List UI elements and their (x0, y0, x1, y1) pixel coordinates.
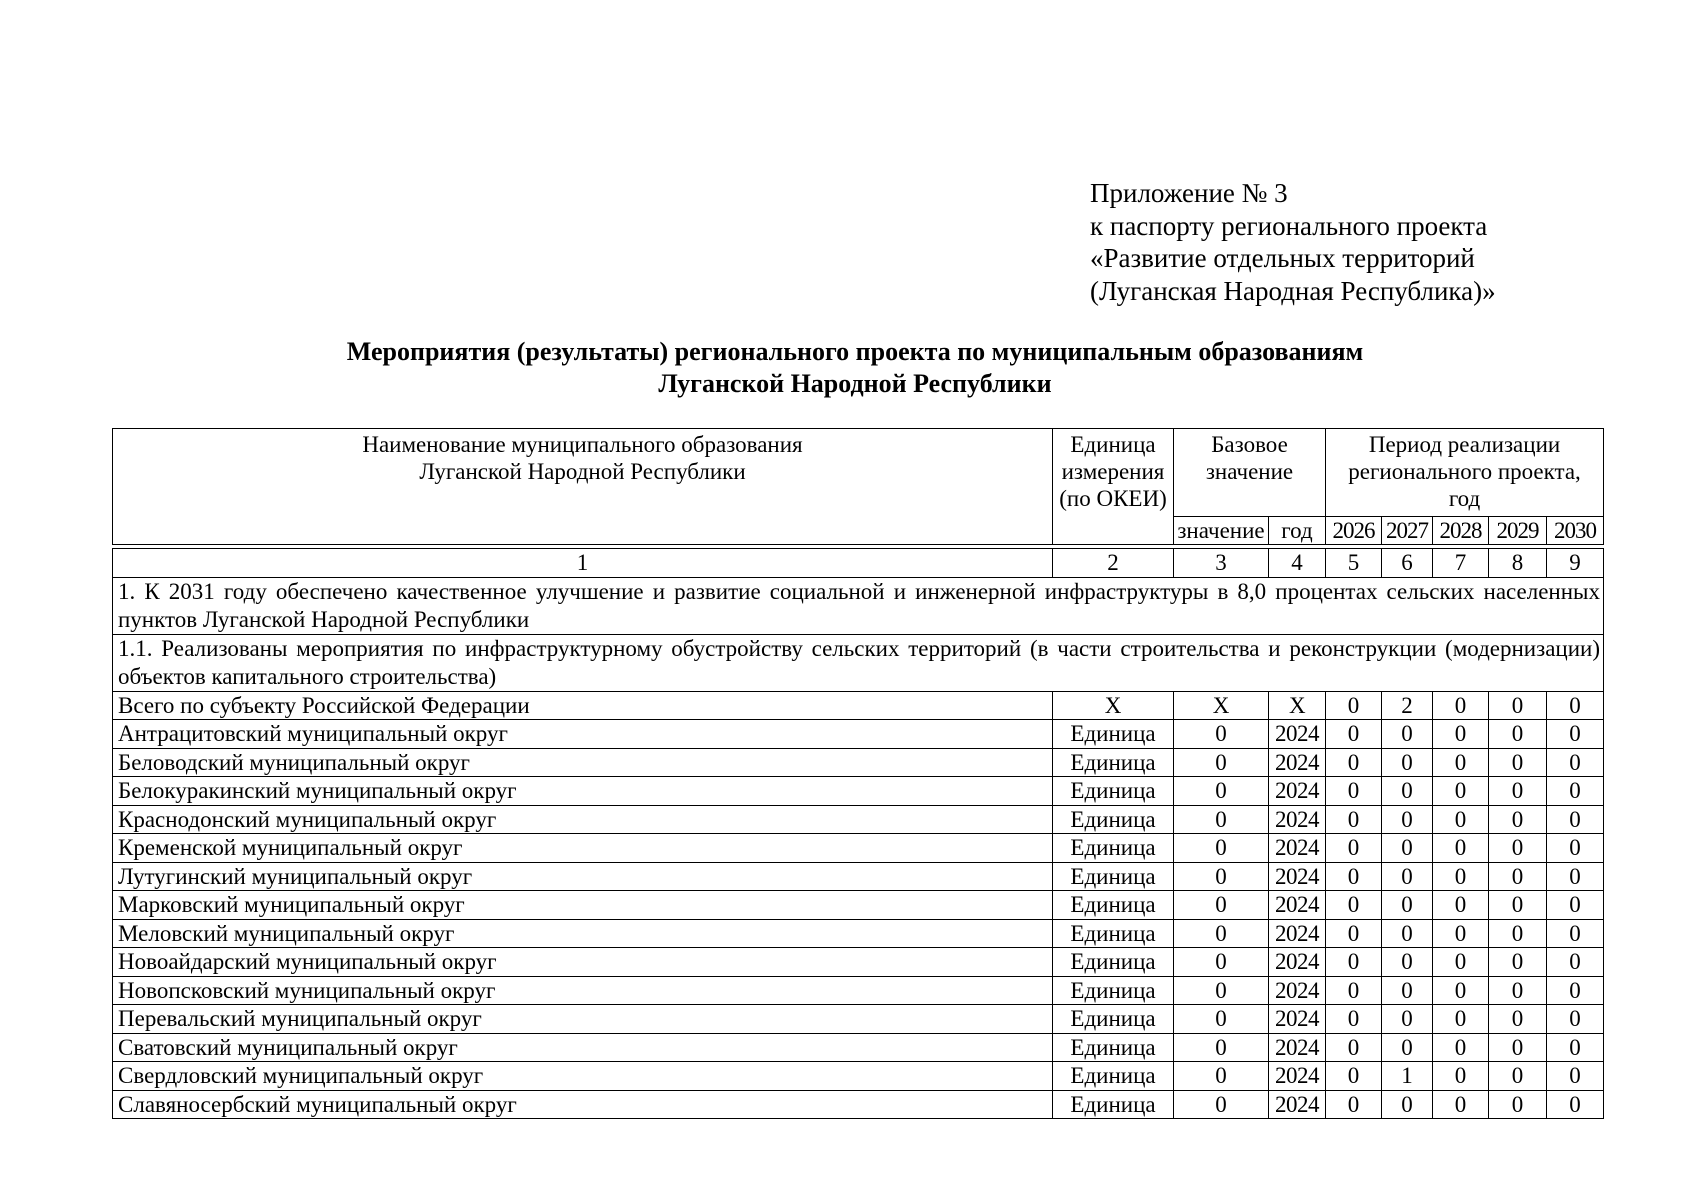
municipality-name: Кременской муниципальный округ (113, 834, 1053, 863)
municipality-name: Перевальский муниципальный округ (113, 1005, 1053, 1034)
value-2029: 0 (1489, 1062, 1547, 1091)
header-year-2029: 2029 (1489, 517, 1547, 545)
value-2026: 0 (1326, 891, 1382, 920)
value-2028: 0 (1433, 919, 1489, 948)
municipality-name: Новопсковский муниципальный округ (113, 976, 1053, 1005)
base-value-cell: 0 (1174, 834, 1269, 863)
unit-cell: Единица (1053, 1090, 1174, 1119)
value-2030: 0 (1547, 891, 1604, 920)
value-2026: 0 (1326, 1005, 1382, 1034)
section-1-1-text: 1.1. Реализованы мероприятия по инфраструктурному обустройству сельских территорий (в части строительства и реконструкции (модернизации) объектов капитального строительства) (113, 634, 1604, 691)
base-year-cell: 2024 (1269, 1033, 1326, 1062)
base-value-cell: 0 (1174, 862, 1269, 891)
value-2028: 0 (1433, 720, 1489, 749)
data-table (112, 548, 1604, 1119)
value-2030: 0 (1547, 976, 1604, 1005)
column-numbers-row (113, 549, 1604, 578)
unit-cell: Единица (1053, 862, 1174, 891)
base-year-cell: 2024 (1269, 891, 1326, 920)
value-2028: 0 (1433, 777, 1489, 806)
value-2029: 0 (1489, 862, 1547, 891)
unit-cell: Единица (1053, 805, 1174, 834)
municipality-name: Меловский муниципальный округ (113, 919, 1053, 948)
value-2030: 0 (1547, 805, 1604, 834)
municipality-name: Сватовский муниципальный округ (113, 1033, 1053, 1062)
table-row (113, 805, 1604, 834)
base-value-cell: X (1174, 691, 1269, 720)
unit-cell: Единица (1053, 1005, 1174, 1034)
base-value-cell: 0 (1174, 720, 1269, 749)
table-row (113, 1062, 1604, 1091)
value-2029: 0 (1489, 834, 1547, 863)
table-row (113, 748, 1604, 777)
table-row (113, 862, 1604, 891)
value-2026: 0 (1326, 1062, 1382, 1091)
base-year-cell: 2024 (1269, 862, 1326, 891)
column-number: 7 (1433, 549, 1489, 578)
value-2026: 0 (1326, 1090, 1382, 1119)
base-value-cell: 0 (1174, 948, 1269, 977)
municipality-name: Свердловский муниципальный округ (113, 1062, 1053, 1091)
unit-cell: Единица (1053, 948, 1174, 977)
value-2030: 0 (1547, 1005, 1604, 1034)
value-2026: 0 (1326, 976, 1382, 1005)
municipality-name: Новоайдарский муниципальный округ (113, 948, 1053, 977)
unit-cell: Единица (1053, 976, 1174, 1005)
municipality-name: Беловодский муниципальный округ (113, 748, 1053, 777)
header-year-2030: 2030 (1547, 517, 1604, 545)
value-2026: 0 (1326, 1033, 1382, 1062)
annex-region: (Луганская Народная Республика)» (1090, 275, 1496, 306)
municipality-name: Марковский муниципальный округ (113, 891, 1053, 920)
value-2028: 0 (1433, 1033, 1489, 1062)
column-number: 2 (1053, 549, 1174, 578)
value-2029: 0 (1489, 748, 1547, 777)
value-2027: 0 (1382, 976, 1433, 1005)
base-value-cell: 0 (1174, 1005, 1269, 1034)
table-row (113, 976, 1604, 1005)
municipality-name: Славяносербский муниципальный округ (113, 1090, 1053, 1119)
value-2028: 0 (1433, 1090, 1489, 1119)
municipality-name: Белокуракинский муниципальный округ (113, 777, 1053, 806)
unit-cell: Единица (1053, 919, 1174, 948)
table-row (113, 720, 1604, 749)
value-2026: 0 (1326, 720, 1382, 749)
table-row (113, 1090, 1604, 1119)
value-2030: 0 (1547, 834, 1604, 863)
header-period-column: Период реализации регионального проекта, год (1326, 429, 1604, 517)
table-row (113, 919, 1604, 948)
value-2027: 0 (1382, 919, 1433, 948)
base-value-cell: 0 (1174, 1090, 1269, 1119)
value-2029: 0 (1489, 805, 1547, 834)
value-2026: 0 (1326, 862, 1382, 891)
value-2027: 0 (1382, 1005, 1433, 1034)
value-2028: 0 (1433, 805, 1489, 834)
table-row (113, 1033, 1604, 1062)
value-2027: 0 (1382, 720, 1433, 749)
column-number: 5 (1326, 549, 1382, 578)
value-2029: 0 (1489, 691, 1547, 720)
value-2030: 0 (1547, 1090, 1604, 1119)
value-2029: 0 (1489, 1033, 1547, 1062)
annex-number: Приложение № 3 (1090, 178, 1288, 208)
value-2030: 0 (1547, 948, 1604, 977)
value-2027: 2 (1382, 691, 1433, 720)
value-2030: 0 (1547, 1033, 1604, 1062)
unit-cell: Единица (1053, 1033, 1174, 1062)
base-value-cell: 0 (1174, 748, 1269, 777)
value-2026: 0 (1326, 834, 1382, 863)
base-value-cell: 0 (1174, 1062, 1269, 1091)
value-2026: 0 (1326, 805, 1382, 834)
value-2027: 0 (1382, 891, 1433, 920)
value-2029: 0 (1489, 1005, 1547, 1034)
unit-cell: Единица (1053, 891, 1174, 920)
title-line-1: Мероприятия (результаты) регионального проекта по муниципальным образованиям (346, 337, 1364, 366)
value-2027: 0 (1382, 1033, 1433, 1062)
column-number: 1 (113, 549, 1053, 578)
column-number: 3 (1174, 549, 1269, 578)
section-1-text: 1. К 2031 году обеспечено качественное улучшение и развитие социальной и инженерной инфраструктуры в 8,0 процентах сельских населенных пунктов Луганской Народной Республики (113, 577, 1604, 634)
document-title (110, 336, 1600, 400)
base-year-cell: 2024 (1269, 1005, 1326, 1034)
value-2030: 0 (1547, 748, 1604, 777)
value-2026: 0 (1326, 948, 1382, 977)
table-row (113, 948, 1604, 977)
value-2028: 0 (1433, 862, 1489, 891)
base-year-cell: 2024 (1269, 948, 1326, 977)
table-row (113, 834, 1604, 863)
value-2030: 0 (1547, 1062, 1604, 1091)
value-2028: 0 (1433, 1005, 1489, 1034)
annex-block (1090, 177, 1496, 307)
base-year-cell: 2024 (1269, 1062, 1326, 1091)
unit-cell: Единица (1053, 834, 1174, 863)
value-2028: 0 (1433, 948, 1489, 977)
base-value-cell: 0 (1174, 891, 1269, 920)
value-2027: 0 (1382, 777, 1433, 806)
base-year-cell: 2024 (1269, 834, 1326, 863)
value-2028: 0 (1433, 748, 1489, 777)
value-2030: 0 (1547, 862, 1604, 891)
base-year-cell: X (1269, 691, 1326, 720)
value-2026: 0 (1326, 748, 1382, 777)
base-year-cell: 2024 (1269, 805, 1326, 834)
table-row (113, 891, 1604, 920)
column-number: 9 (1547, 549, 1604, 578)
value-2027: 0 (1382, 748, 1433, 777)
municipality-name: Лутугинский муниципальный округ (113, 862, 1053, 891)
value-2027: 0 (1382, 862, 1433, 891)
value-2028: 0 (1433, 691, 1489, 720)
value-2028: 0 (1433, 891, 1489, 920)
value-2027: 0 (1382, 834, 1433, 863)
value-2029: 0 (1489, 976, 1547, 1005)
column-number: 4 (1269, 549, 1326, 578)
base-year-cell: 2024 (1269, 919, 1326, 948)
value-2028: 0 (1433, 976, 1489, 1005)
value-2026: 0 (1326, 691, 1382, 720)
base-year-cell: 2024 (1269, 748, 1326, 777)
unit-cell: Единица (1053, 1062, 1174, 1091)
unit-cell: X (1053, 691, 1174, 720)
section-row (113, 577, 1604, 634)
table-header (112, 428, 1604, 545)
value-2029: 0 (1489, 919, 1547, 948)
unit-cell: Единица (1053, 777, 1174, 806)
value-2029: 0 (1489, 1090, 1547, 1119)
base-value-cell: 0 (1174, 1033, 1269, 1062)
value-2028: 0 (1433, 834, 1489, 863)
header-base-value: значение (1174, 517, 1269, 545)
total-row (113, 691, 1604, 720)
header-year-2028: 2028 (1433, 517, 1489, 545)
unit-cell: Единица (1053, 720, 1174, 749)
value-2030: 0 (1547, 720, 1604, 749)
base-year-cell: 2024 (1269, 1090, 1326, 1119)
value-2030: 0 (1547, 691, 1604, 720)
value-2027: 0 (1382, 948, 1433, 977)
column-number: 6 (1382, 549, 1433, 578)
header-unit-column: Единица измерения (по ОКЕИ) (1053, 429, 1174, 545)
value-2026: 0 (1326, 919, 1382, 948)
header-year-2027: 2027 (1382, 517, 1433, 545)
value-2026: 0 (1326, 777, 1382, 806)
value-2029: 0 (1489, 720, 1547, 749)
municipality-name: Краснодонский муниципальный округ (113, 805, 1053, 834)
value-2027: 0 (1382, 1090, 1433, 1119)
value-2029: 0 (1489, 777, 1547, 806)
table-row (113, 1005, 1604, 1034)
header-base-year: год (1269, 517, 1326, 545)
value-2030: 0 (1547, 919, 1604, 948)
header-name-column: Наименование муниципального образования Луганской Народной Республики (113, 429, 1053, 545)
base-year-cell: 2024 (1269, 720, 1326, 749)
base-value-cell: 0 (1174, 919, 1269, 948)
municipality-name: Антрацитовский муниципальный округ (113, 720, 1053, 749)
municipality-name: Всего по субъекту Российской Федерации (113, 691, 1053, 720)
annex-reference: к паспорту регионального проекта (1090, 210, 1488, 241)
table-row (113, 777, 1604, 806)
header-base-column: Базовое значение (1174, 429, 1326, 517)
base-value-cell: 0 (1174, 777, 1269, 806)
section-row (113, 634, 1604, 691)
base-year-cell: 2024 (1269, 777, 1326, 806)
value-2027: 0 (1382, 805, 1433, 834)
value-2027: 1 (1382, 1062, 1433, 1091)
value-2030: 0 (1547, 777, 1604, 806)
value-2029: 0 (1489, 948, 1547, 977)
base-value-cell: 0 (1174, 805, 1269, 834)
base-year-cell: 2024 (1269, 976, 1326, 1005)
base-value-cell: 0 (1174, 976, 1269, 1005)
header-year-2026: 2026 (1326, 517, 1382, 545)
unit-cell: Единица (1053, 748, 1174, 777)
column-number: 8 (1489, 549, 1547, 578)
value-2028: 0 (1433, 1062, 1489, 1091)
value-2029: 0 (1489, 891, 1547, 920)
annex-project-name: «Развитие отдельных территорий (1090, 243, 1475, 273)
title-line-2: Луганской Народной Республики (658, 369, 1052, 398)
